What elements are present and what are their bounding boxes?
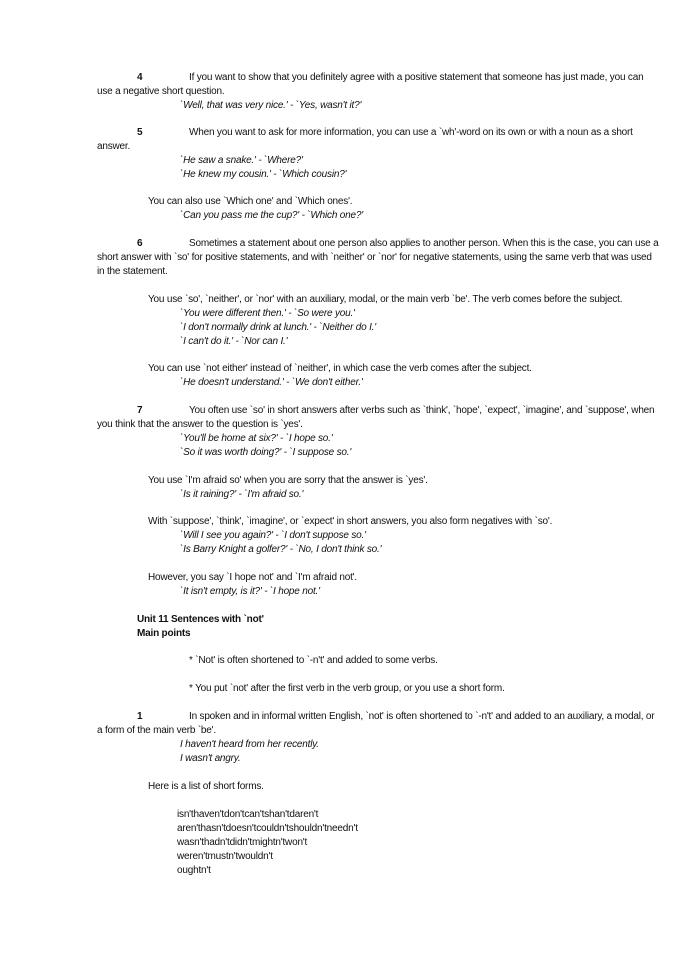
unit-title: Unit 11 Sentences with `not' <box>137 614 264 625</box>
main-points-heading: Main points <box>137 628 191 639</box>
short-forms-row: weren'tmustn'twouldn't <box>177 851 273 862</box>
section-number: 7 <box>137 405 143 416</box>
example-line: I haven't heard from her recently. <box>180 739 319 750</box>
example-line: `Is Barry Knight a golfer?' - `No, I don't think so.' <box>180 544 382 555</box>
section-text-cont: use a negative short question. <box>97 86 225 97</box>
section-text: You often use `so' in short answers after verbs such as `think', `hope', `expect', `imagine', and `suppose', when <box>189 405 655 416</box>
section-text: If you want to show that you definitely agree with a positive statement that someone has just made, you can <box>189 72 644 83</box>
example-line: `Can you pass me the cup?' - `Which one?' <box>180 210 363 221</box>
paragraph-text: You can also use `Which one' and `Which ones'. <box>148 196 353 207</box>
short-forms-row: oughtn't <box>177 865 211 876</box>
example-line: `I don't normally drink at lunch.' - `Neither do I.' <box>180 322 376 333</box>
example-line: `He doesn't understand.' - `We don't either.' <box>180 377 363 388</box>
paragraph-text: You use `I'm afraid so' when you are sorry that the answer is `yes'. <box>148 475 428 486</box>
example-line: `He saw a snake.' - `Where?' <box>180 155 303 166</box>
section-text: In spoken and in informal written English, `not' is often shortened to `-n't' and added to an auxiliary, a modal, or <box>189 711 655 722</box>
paragraph-text: You can use `not either' instead of `neither', in which case the verb comes after the subject. <box>148 363 532 374</box>
section-number: 5 <box>137 127 143 138</box>
section-text-cont: a form of the main verb `be'. <box>97 725 216 736</box>
paragraph-text: Here is a list of short forms. <box>148 781 264 792</box>
short-forms-row: isn'thaven'tdon'tcan'tshan'tdaren't <box>177 809 319 820</box>
short-forms-row: aren'thasn'tdoesn'tcouldn'tshouldn'tneedn't <box>177 823 358 834</box>
section-text: Sometimes a statement about one person also applies to another person. When this is the case, you can use a <box>189 238 659 249</box>
example-line: `Well, that was very nice.' - `Yes, wasn't it?' <box>180 100 362 111</box>
section-text-cont: answer. <box>97 141 131 152</box>
paragraph-text: However, you say `I hope not' and `I'm afraid not'. <box>148 572 357 583</box>
example-line: `You'll be home at six?' - `I hope so.' <box>180 433 333 444</box>
section-text-cont: short answer with `so' for positive statements, and with `neither' or `nor' for negative statements, using the same verb that was used <box>97 252 652 263</box>
short-forms-row: wasn'thadn'tdidn'tmightn'twon't <box>177 837 308 848</box>
example-line: `You were different then.' - `So were you.' <box>180 308 355 319</box>
paragraph-text: With `suppose', `think', `imagine', or `expect' in short answers, you also form negatives with `so'. <box>148 516 553 527</box>
section-text-cont: you think that the answer to the question is `yes'. <box>97 419 303 430</box>
example-line: `So it was worth doing?' - `I suppose so.' <box>180 447 352 458</box>
section-number: 4 <box>137 72 143 83</box>
example-line: I wasn't angry. <box>180 753 241 764</box>
example-line: `He knew my cousin.' - `Which cousin?' <box>180 169 347 180</box>
section-text: When you want to ask for more information, you can use a `wh'-word on its own or with a noun as a short <box>189 127 633 138</box>
paragraph-text: You use `so', `neither', or `nor' with an auxiliary, modal, or the main verb `be'. The verb comes before the subject. <box>148 294 623 305</box>
example-line: `It isn't empty, is it?' - `I hope not.' <box>180 586 320 597</box>
section-text-cont: in the statement. <box>97 266 168 277</box>
example-line: `I can't do it.' - `Nor can I.' <box>180 336 288 347</box>
section-number: 1 <box>137 711 143 722</box>
main-point-item: * `Not' is often shortened to `-n't' and added to some verbs. <box>189 655 438 666</box>
main-point-item: * You put `not' after the first verb in the verb group, or you use a short form. <box>189 683 505 694</box>
example-line: `Will I see you again?' - `I don't suppose so.' <box>180 530 366 541</box>
section-number: 6 <box>137 238 143 249</box>
example-line: `Is it raining?' - `I'm afraid so.' <box>180 489 304 500</box>
